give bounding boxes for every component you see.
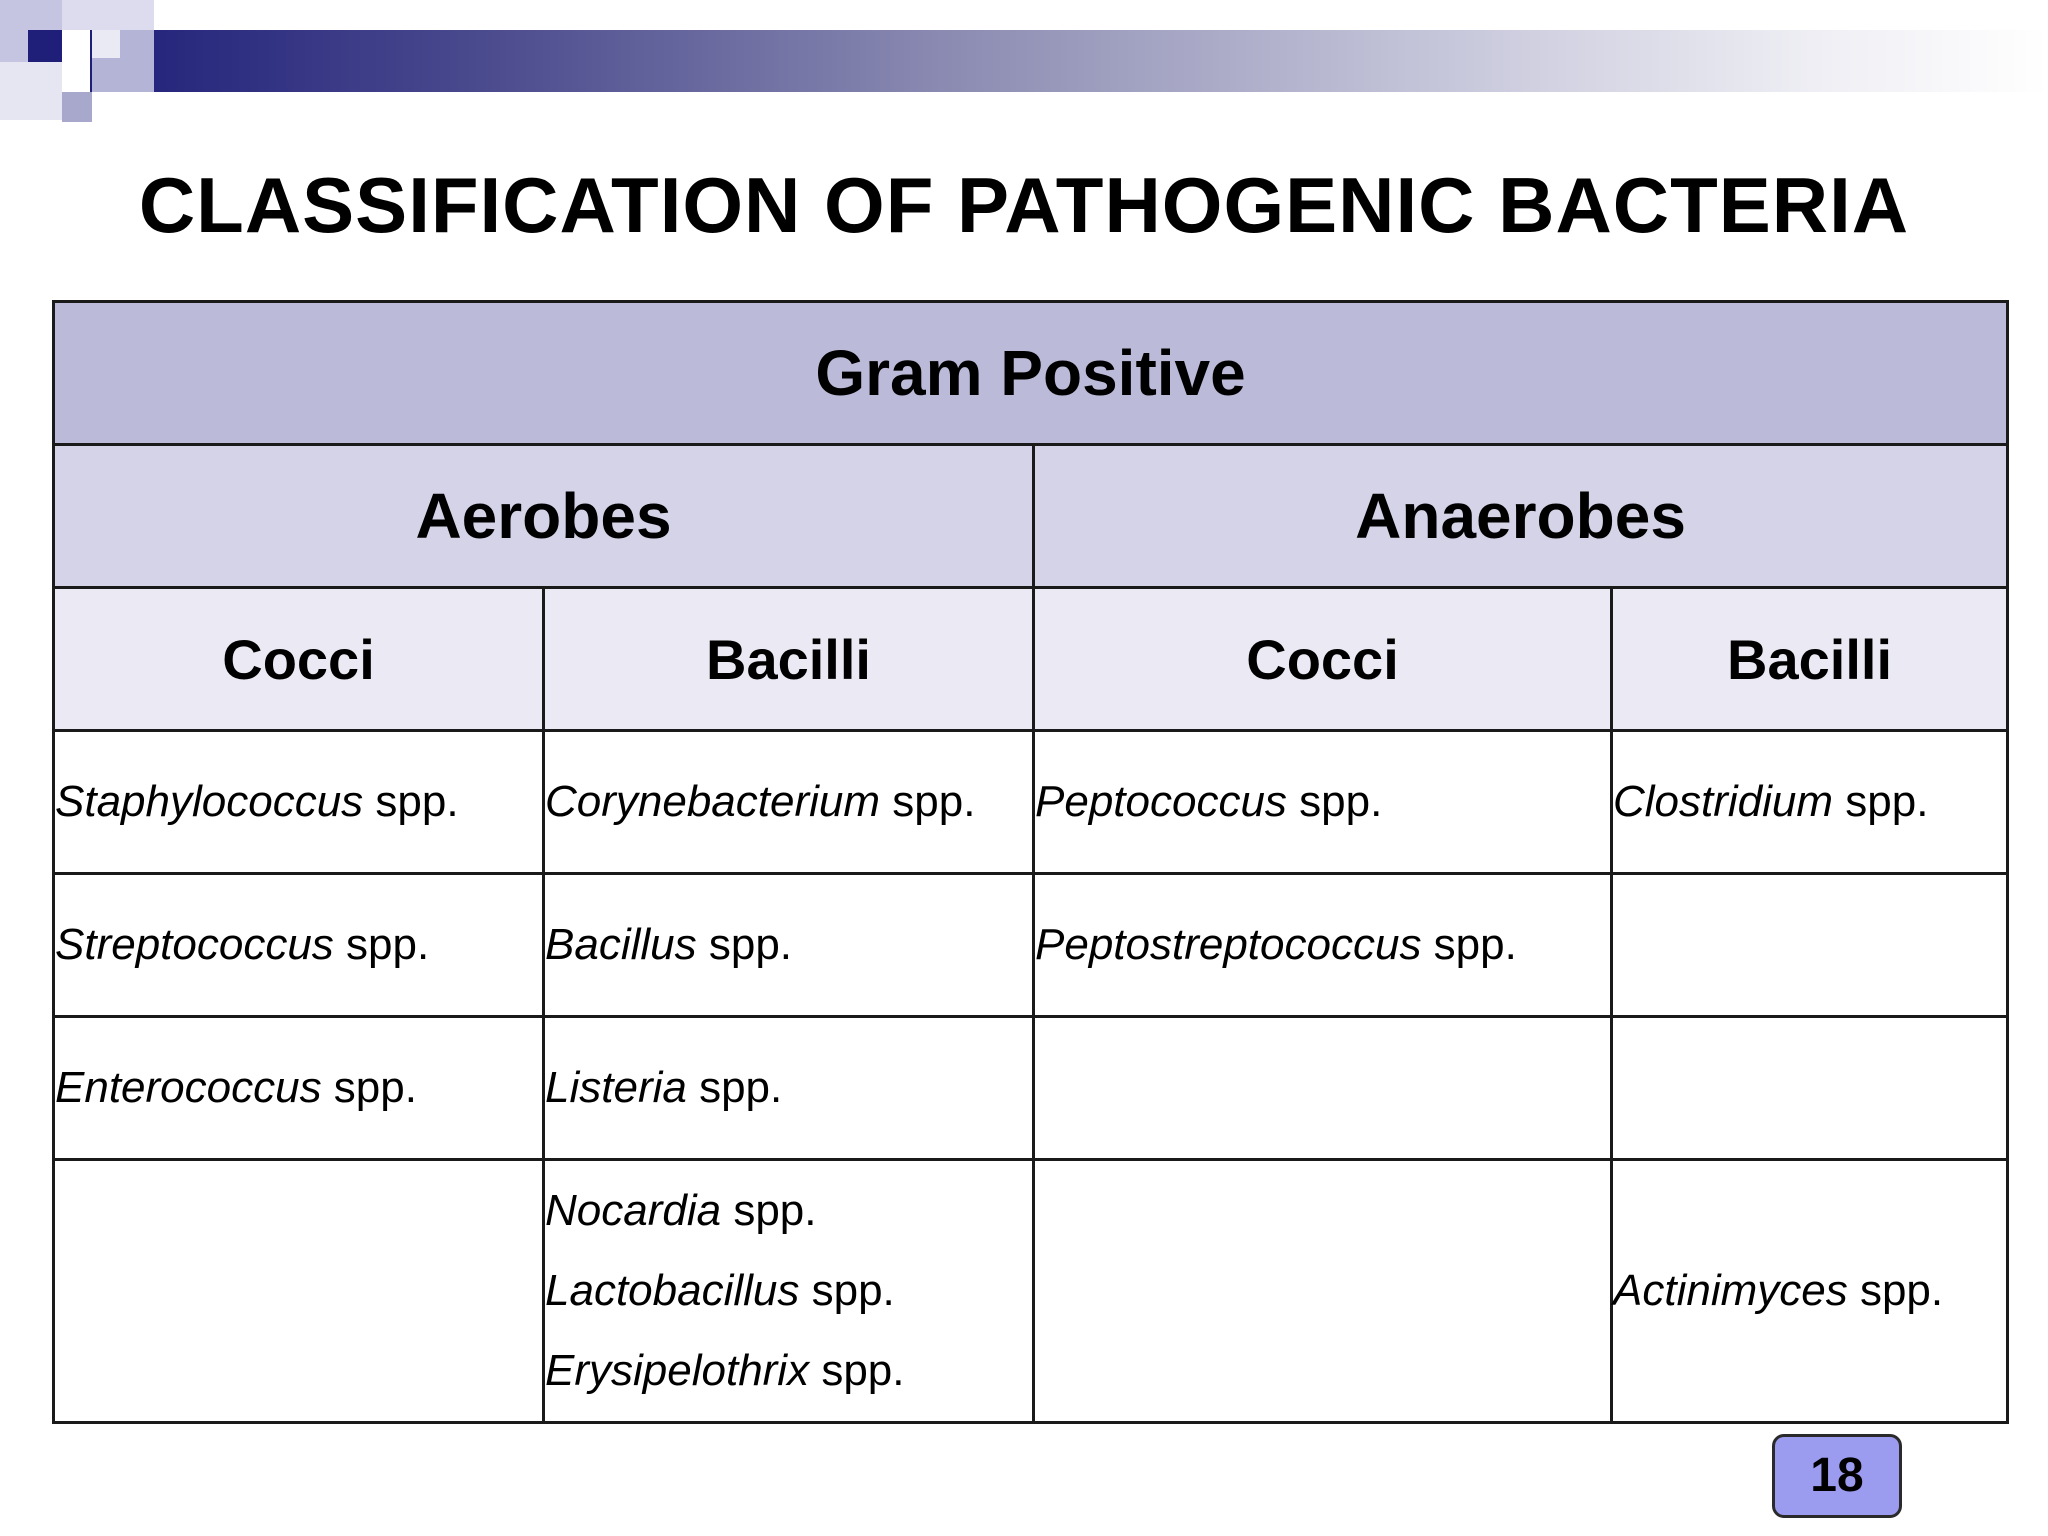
decor-square (0, 62, 62, 120)
table-cell: Listeria spp. (544, 1017, 1034, 1160)
decor-square (28, 30, 62, 62)
table-cell: Actinimyces spp. (1612, 1160, 2008, 1423)
table-cell: Staphylococcus spp. (54, 731, 544, 874)
table-cell: Corynebacterium spp. (544, 731, 1034, 874)
table-cell-empty (1612, 874, 2008, 1017)
table-cell-empty (1034, 1017, 1612, 1160)
table-row (54, 731, 2008, 874)
table-header-row (54, 302, 2008, 445)
table-cell-empty (1612, 1017, 2008, 1160)
table-header-row (54, 588, 2008, 731)
aerobes-cocci-header: Cocci (54, 588, 544, 731)
table-cell (544, 1160, 1034, 1423)
anaerobes-cocci-header: Cocci (1034, 588, 1612, 731)
decor-square (62, 92, 92, 122)
table-cell: Enterococcus spp. (54, 1017, 544, 1160)
table-row (54, 1160, 2008, 1423)
anaerobes-header: Anaerobes (1034, 445, 2008, 588)
aerobes-bacilli-header: Bacilli (544, 588, 1034, 731)
table-cell: Clostridium spp. (1612, 731, 2008, 874)
table-cell-empty (1034, 1160, 1612, 1423)
table-header-row (54, 445, 2008, 588)
decor-square (62, 0, 154, 30)
list-item: Nocardia spp. (545, 1186, 817, 1235)
table-row (54, 1017, 2008, 1160)
table-cell-empty (54, 1160, 544, 1423)
aerobes-header: Aerobes (54, 445, 1034, 588)
table-row (54, 874, 2008, 1017)
bacteria-classification-table (52, 300, 2009, 1424)
header-gradient-bar (90, 30, 2048, 92)
table-cell: Bacillus spp. (544, 874, 1034, 1017)
page-number-badge: 18 (1772, 1434, 1902, 1518)
list-item: Lactobacillus spp. (545, 1266, 895, 1315)
table-cell: Streptococcus spp. (54, 874, 544, 1017)
decor-square (92, 30, 120, 58)
table-cell: Peptostreptococcus spp. (1034, 874, 1612, 1017)
list-item: Erysipelothrix spp. (545, 1346, 905, 1395)
anaerobes-bacilli-header: Bacilli (1612, 588, 2008, 731)
gram-positive-header: Gram Positive (54, 302, 2008, 445)
slide-title: CLASSIFICATION OF PATHOGENIC BACTERIA (138, 161, 1910, 249)
table-cell: Peptococcus spp. (1034, 731, 1612, 874)
